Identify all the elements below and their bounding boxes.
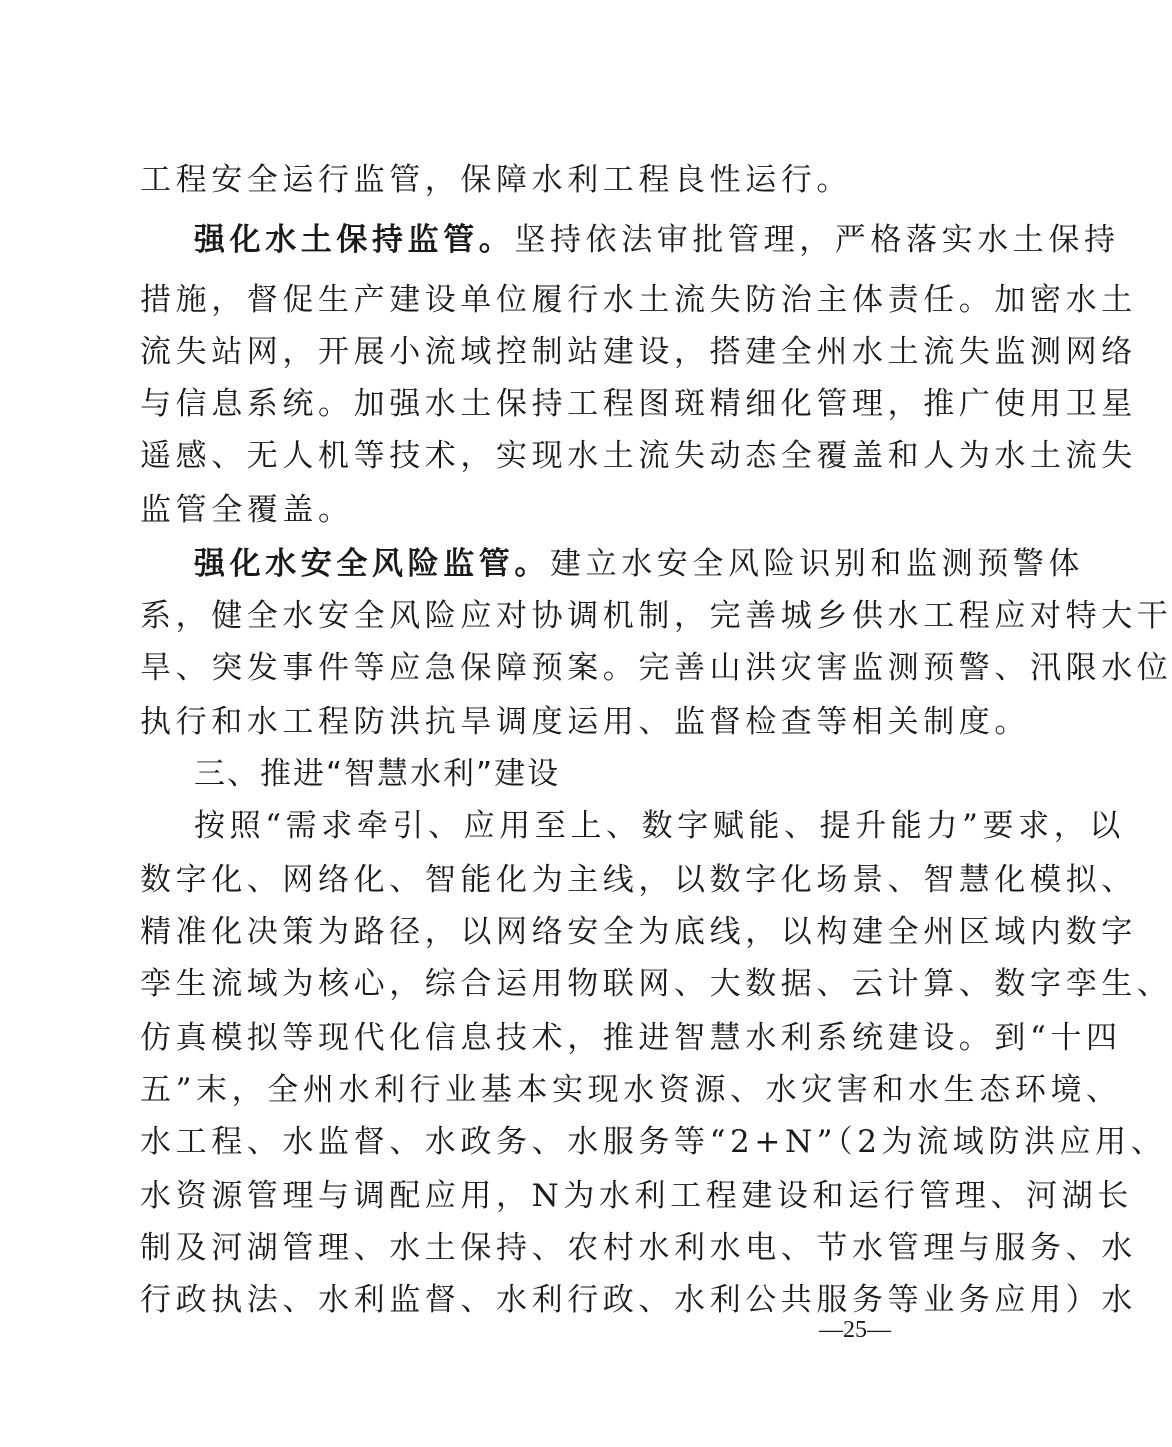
line-text: 精准化决策为路径，以网络安全为底线，以构建全州区域内数字 <box>140 914 1137 950</box>
page-number: —25— <box>819 1317 891 1343</box>
line-text: 仿真模拟等现代化信息技术，推进智慧水利系统建设。到“十四 <box>140 1020 1122 1056</box>
text-line-14 <box>140 860 1137 900</box>
text-line-19 <box>140 1122 1167 1162</box>
text-line-17 <box>140 1018 1122 1058</box>
line-text: 坚持依法审批管理，严格落实水土保持 <box>514 222 1120 258</box>
line-text: 系，健全水安全风险应对协调机制，完善城乡供水工程应对特大干 <box>140 598 1172 634</box>
line-text: 监管全覆盖。 <box>140 492 354 528</box>
line-text: 五”末，全州水利行业基本实现水资源、水灾害和水生态环境、 <box>140 1072 1122 1108</box>
text-line-6 <box>140 436 1137 476</box>
text-line-15 <box>140 912 1137 952</box>
text-line-8 <box>194 544 1084 584</box>
heading-text: 三、推进“智慧水利”建设 <box>194 756 561 792</box>
text-line-13 <box>194 806 1125 846</box>
text-line-22 <box>140 1280 1137 1320</box>
text-line-18 <box>140 1070 1122 1110</box>
line-text: 与信息系统。加强水土保持工程图斑精细化管理，推广使用卫星 <box>140 386 1137 422</box>
line-text: 旱、突发事件等应急保障预案。完善山洪灾害监测预警、汛限水位 <box>140 650 1172 686</box>
text-line-4 <box>140 332 1137 372</box>
text-line-3 <box>140 280 1137 320</box>
line-text: 措施，督促生产建设单位履行水土流失防治主体责任。加密水土 <box>140 282 1137 318</box>
line-text: 孪生流域为核心，综合运用物联网、大数据、云计算、数字孪生、 <box>140 966 1172 1002</box>
section-heading <box>194 754 910 794</box>
section-bold-lead: 强化水土保持监管。 <box>194 222 515 258</box>
line-text: 水资源管理与调配应用，N为水利工程建设和运行管理、河湖长 <box>140 1178 1133 1214</box>
line-text: 行政执法、水利监督、水利行政、水利公共服务等业务应用）水 <box>140 1282 1137 1318</box>
line-text: 执行和水工程防洪抗旱调度运用、监督检查等相关制度。 <box>140 704 1030 740</box>
line-text: 数字化、网络化、智能化为主线，以数字化场景、智慧化模拟、 <box>140 862 1137 898</box>
line-text: 按照“需求牵引、应用至上、数字赋能、提升能力”要求，以 <box>194 808 1125 844</box>
text-line-5 <box>140 384 1137 424</box>
text-line-20 <box>140 1176 1133 1216</box>
line-text: 建立水安全风险识别和监测预警体 <box>550 546 1084 582</box>
text-line-2 <box>194 220 1120 260</box>
text-line-16 <box>140 964 1172 1004</box>
text-line-7 <box>140 490 910 530</box>
line-text: 流失站网，开展小流域控制站建设，搭建全州水土流失监测网络 <box>140 334 1137 370</box>
text-line-21 <box>140 1228 1137 1268</box>
text-line-9 <box>140 596 1172 636</box>
text-line-11 <box>140 702 1030 742</box>
text-line-10 <box>140 648 1172 688</box>
line-text: 工程安全运行监管，保障水利工程良性运行。 <box>140 162 852 198</box>
line-text: 制及河湖管理、水土保持、农村水利水电、节水管理与服务、水 <box>140 1230 1137 1266</box>
line-text: 水工程、水监督、水政务、水服务等“2+N”（2为流域防洪应用、 <box>140 1124 1167 1160</box>
text-line-1 <box>140 160 910 200</box>
line-text: 遥感、无人机等技术，实现水土流失动态全覆盖和人为水土流失 <box>140 438 1137 474</box>
section-bold-lead: 强化水安全风险监管。 <box>194 546 550 582</box>
